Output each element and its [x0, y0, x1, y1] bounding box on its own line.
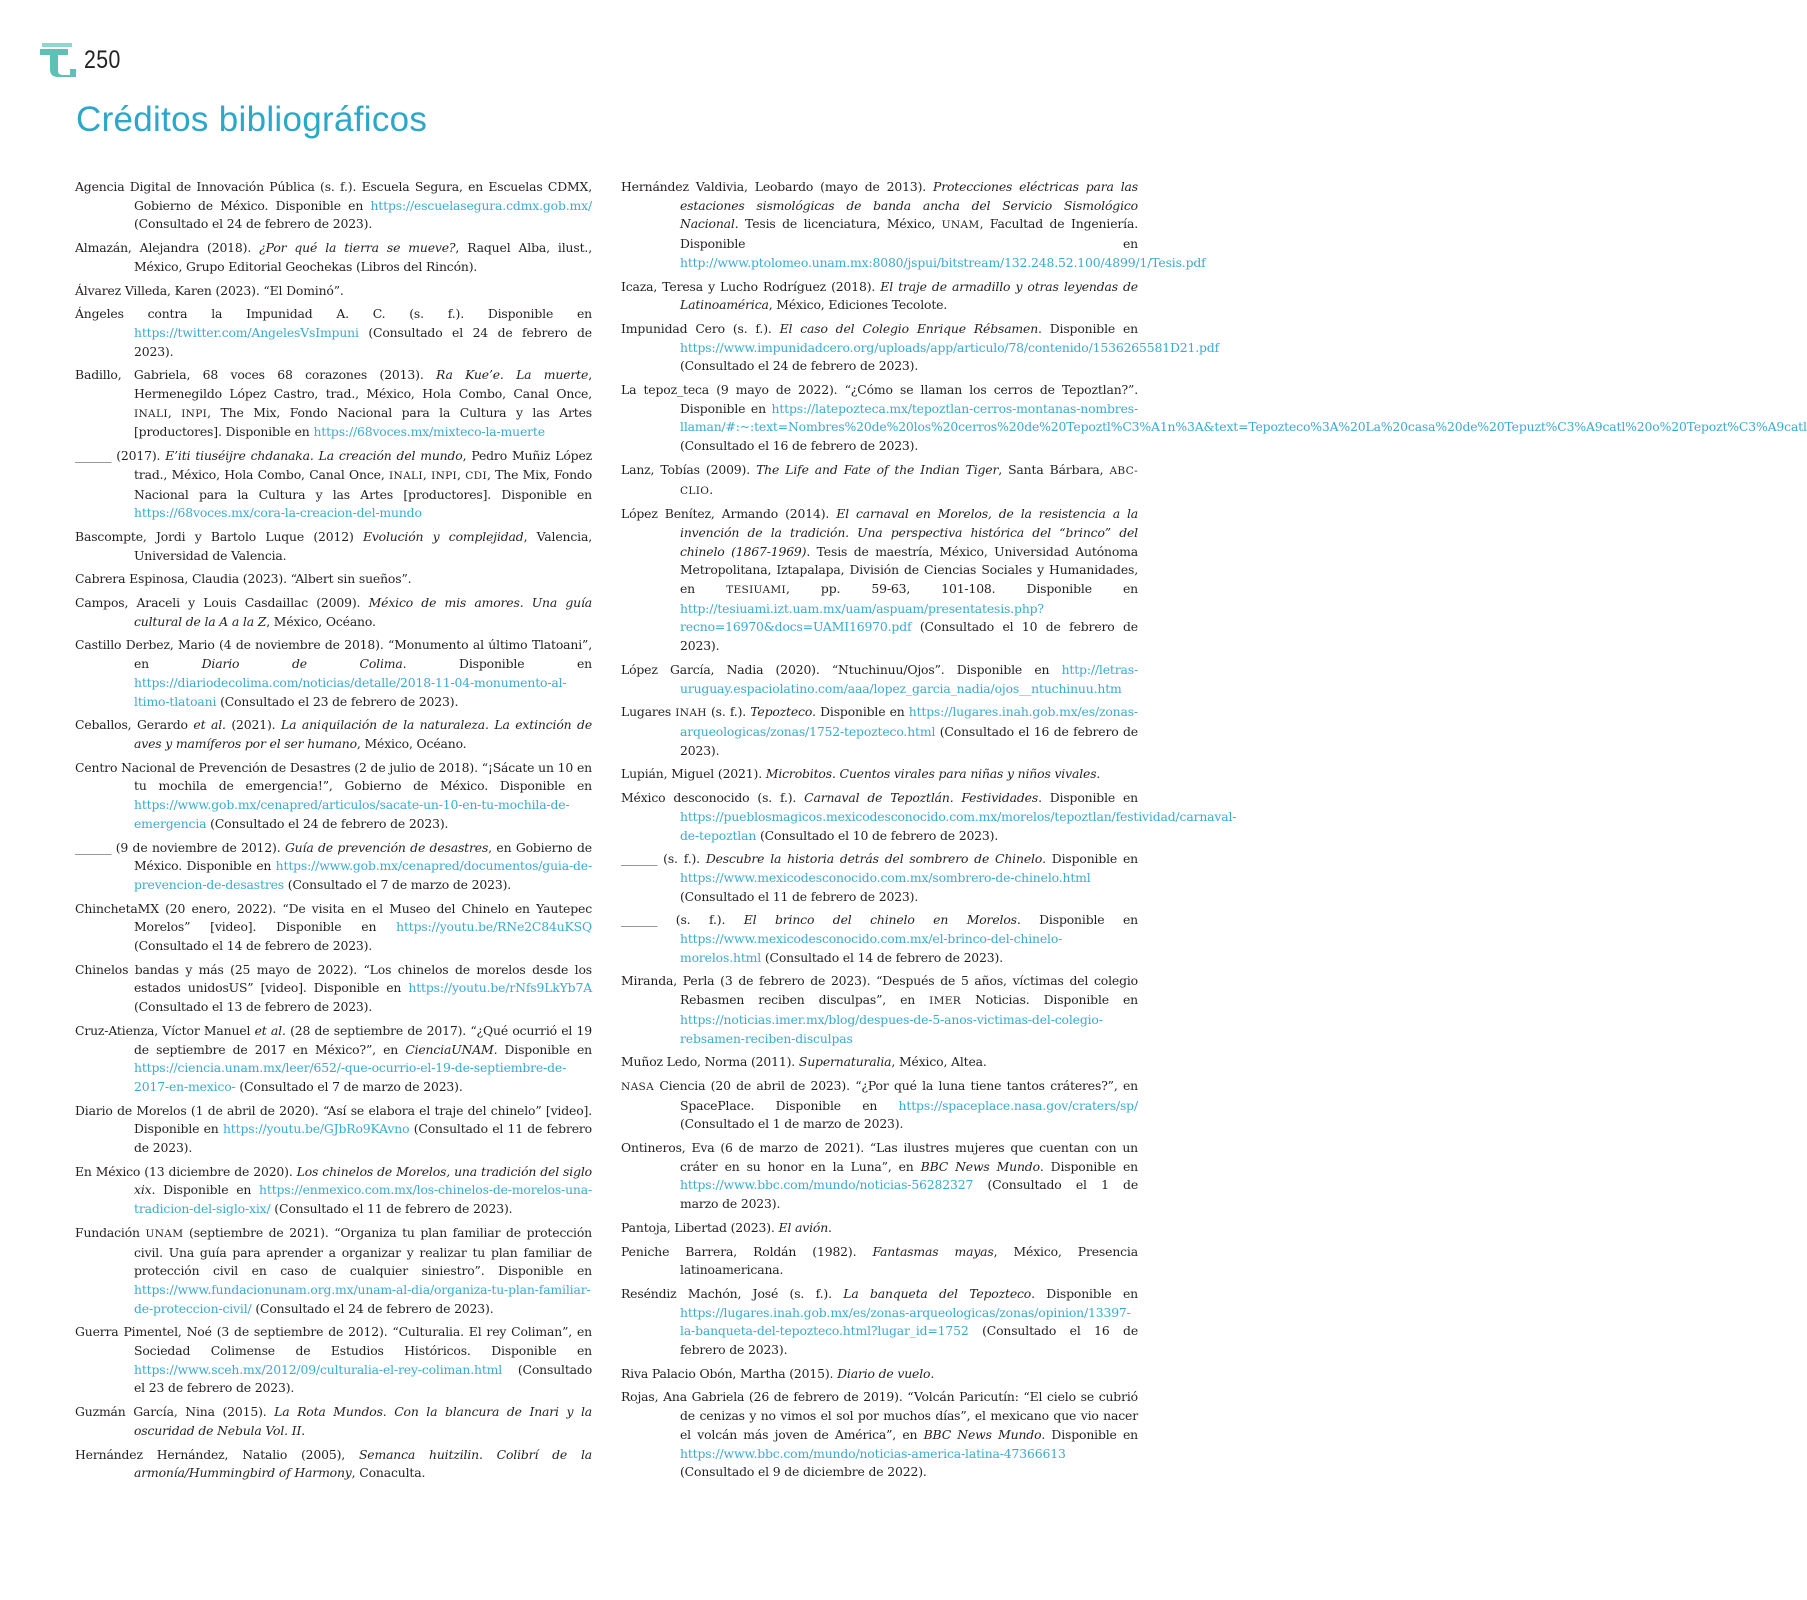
entry-link[interactable]: https://www.mexicodesconocido.com.mx/sombrero-de-chinelo.html	[680, 869, 1091, 885]
entry-text: (Consultado el 7 de marzo de 2023).	[235, 1078, 463, 1094]
entry-text: La tepoz_teca (9 mayo de 2022). “¿Cómo se llaman los cerros de Tepoztlan?”. Disponible en	[621, 382, 1138, 416]
bibliography-entry	[621, 765, 1138, 784]
entry-text: , México, Presencia latinoamericana.	[680, 1243, 1138, 1278]
entry-text: (Consultado el 11 de febrero de 2023).	[270, 1201, 513, 1217]
entry-text: Impunidad Cero (s. f.).	[621, 320, 780, 336]
entry-text: Lupián, Miguel (2021).	[621, 766, 766, 782]
entry-text: Cruz-Atienza, Víctor Manuel	[75, 1022, 255, 1038]
entry-link[interactable]: https://lugares.inah.gob.mx/es/zonas-arqueologicas/zonas/1752-tepozteco.html	[680, 704, 1138, 739]
entry-text: Pantoja, Libertad (2023).	[621, 1219, 779, 1235]
entry-italic-text: The Life and Fate of the Indian Tiger	[756, 461, 999, 477]
entry-link[interactable]: http://letras-uruguay.espaciolatino.com/aaa/lopez_garcia_nadia/ojos__ntuchinuu.htm	[680, 661, 1138, 696]
entry-text: (s. f.).	[706, 704, 751, 720]
bibliography-entry	[75, 528, 592, 565]
entry-text: Chinelos bandas y más (25 mayo de 2022). “Los chinelos de morelos desde los estados unidosUS” [video]. Disponible en	[75, 961, 592, 996]
entry-text: (Consultado el 9 de diciembre de 2022).	[680, 1464, 927, 1480]
entry-text: ______ (s. f.).	[621, 851, 706, 867]
entry-text: Cabrera Espinosa, Claudia (2023). “Albert sin sueños”.	[75, 571, 412, 587]
entry-text: (Consultado el 16 de febrero de 2023).	[680, 438, 919, 454]
entry-link[interactable]: https://diariodecolima.com/noticias/detalle/2018-11-04-monumento-al-ltimo-tlatoani	[134, 674, 567, 709]
entry-text: López Benítez, Armando (2014).	[621, 506, 837, 522]
bibliography-entry	[621, 1285, 1138, 1360]
entry-text: (Consultado el 23 de febrero de 2023).	[134, 1361, 592, 1396]
entry-link[interactable]: https://www.bbc.com/mundo/noticias-56282327	[680, 1177, 974, 1193]
entry-text: . Disponible en	[1038, 320, 1138, 336]
page-title: Créditos bibliográficos	[76, 100, 428, 139]
entry-acronym: INPI	[431, 469, 458, 482]
entry-acronym: ABC-CLIO	[680, 464, 1138, 497]
entry-italic-text: Supernaturalia	[798, 1054, 892, 1070]
bibliography-entry	[621, 1139, 1138, 1214]
entry-italic-text: E’iti tiuséijre chdanaka. La creación del mundo	[165, 448, 463, 464]
entry-text: ,	[422, 466, 432, 482]
entry-text: (septiembre de 2021). “Organiza tu plan familiar de protección civil. Una guía para aprender a organizar y realizar tu plan familiar de protección civil en caso de cualquier siniestro”. Disponible en	[134, 1224, 592, 1279]
entry-link[interactable]: https://youtu.be/GJbRo9KAvno	[222, 1121, 410, 1137]
entry-text: Bascompte, Jordi y Bartolo Luque (2012)	[75, 528, 363, 544]
entry-text: , Pedro Muñiz López trad., México, Hola Combo, Canal Once,	[134, 448, 593, 482]
bibliography-entry	[621, 320, 1220, 376]
entry-link[interactable]: http://www.ptolomeo.unam.mx:8080/jspui/bitstream/132.248.52.100/4899/1/Tesis.pdf	[680, 254, 1206, 270]
bibliography-entry	[621, 505, 1138, 656]
entry-italic-text: Carnaval de Tepoztlán. Festividades	[804, 790, 1039, 806]
entry-text: Diario de Morelos (1 de abril de 2020). “Así se elabora el traje del chinelo” [video]. Disponible en	[75, 1102, 592, 1137]
entry-text: Hernández Valdivia, Leobardo (mayo de 2013).	[621, 179, 934, 194]
entry-text: (Consultado el 13 de febrero de 2023).	[134, 999, 373, 1015]
entry-text: , México, Océano.	[356, 735, 467, 751]
entry-italic-text: Diario de vuelo	[837, 1365, 931, 1381]
entry-italic-text: La Rota Mundos. Con la blancura de Inari y la oscuridad de Nebula Vol. II.	[134, 1404, 592, 1438]
bibliography-entry	[75, 1323, 592, 1398]
entry-text: Guzmán García, Nina (2015).	[75, 1404, 275, 1420]
entry-acronym: UNAM	[145, 1227, 184, 1240]
entry-text: , Facultad de Ingeniería. Disponible en	[680, 216, 1138, 252]
bibliography-entry	[621, 911, 1138, 967]
entry-text: (Consultado el 11 de febrero de 2023).	[134, 1121, 592, 1156]
entry-text: (Consultado el 10 de febrero de 2023).	[680, 619, 1138, 654]
entry-text: (Consultado el 1 de marzo de 2023).	[680, 1116, 904, 1132]
entry-text: Álvarez Villeda, Karen (2023). “El Dominó”.	[75, 282, 344, 298]
entry-italic-text: Ra Kue’e. La muerte	[436, 367, 589, 383]
entry-text: ______ (9 de noviembre de 2012).	[75, 839, 285, 855]
bibliography-entry	[621, 1243, 1138, 1280]
bibliography-column-left	[75, 178, 592, 1488]
bibliography-entry	[75, 716, 592, 753]
entry-text: . Disponible en	[151, 1182, 260, 1198]
entry-italic-text: BBC News Mundo	[923, 1426, 1042, 1442]
entry-link[interactable]: https://youtu.be/rNfs9LkYb7A	[408, 980, 592, 996]
page-header	[38, 40, 127, 80]
bibliography-entry	[75, 447, 592, 523]
bibliography-entry	[75, 961, 592, 1017]
entry-text: México desconocido (s. f.).	[621, 790, 805, 806]
bibliography-entry	[75, 1446, 592, 1483]
entry-link[interactable]: https://noticias.imer.mx/blog/despues-de-5-anos-victimas-del-colegio-rebsamen-reciben-disculpas	[680, 1011, 1103, 1046]
entry-italic-text: El brinco del chinelo en Morelos	[743, 912, 1017, 928]
entry-acronym: NASA	[621, 1080, 655, 1093]
entry-italic-text: Evolución y complejidad	[362, 528, 524, 544]
bibliography-entry	[621, 972, 1138, 1048]
entry-text: López García, Nadia (2020). “Ntuchinuu/Ojos”. Disponible en	[621, 661, 1062, 677]
entry-italic-text: Protecciones eléctricas para las estaciones sismológicas de banda ancha del Servicio Sismológico Nacional	[680, 179, 1138, 232]
entry-text: , Santa Bárbara,	[998, 461, 1110, 477]
entry-text: ______ (s. f.).	[621, 912, 744, 928]
bibliography-entry	[621, 278, 1138, 315]
entry-link[interactable]: https://www.mexicodesconocido.com.mx/el-brinco-del-chinelo-morelos.html	[680, 931, 1063, 965]
bibliography-entry	[75, 594, 592, 631]
entry-acronym: CDI	[465, 469, 487, 482]
entry-text: .	[709, 481, 714, 497]
entry-text: (Consultado el 24 de febrero de 2023).	[680, 358, 919, 374]
entry-text: , en Gobierno de México. Disponible en	[134, 839, 592, 874]
entry-text: Icaza, Teresa y Lucho Rodríguez (2018).	[621, 278, 881, 294]
entry-link[interactable]: https://lugares.inah.gob.mx/es/zonas-arqueologicas/zonas/opinion/13397-la-banqueta-del-tepozteco.html?lugar_id=1752	[680, 1304, 1131, 1339]
entry-link[interactable]: https://www.bbc.com/mundo/noticias-america-latina-47366613	[680, 1445, 1066, 1461]
entry-text: , México, Ediciones Tecolote.	[768, 297, 948, 313]
entry-text: . Disponible en	[1031, 1285, 1139, 1301]
entry-text: Ontineros, Eva (6 de marzo de 2021). “Las ilustres mujeres que cuentan con un cráter en su honor en la Luna”, en	[621, 1140, 1138, 1174]
entry-link[interactable]: https://ciencia.unam.mx/leer/652/-que-ocurrio-el-19-de-septiembre-de-2017-en-mexico-	[134, 1060, 567, 1094]
bibliography-entry	[621, 178, 1206, 273]
entry-text: , México, Océano.	[266, 613, 376, 629]
entry-acronym: IMER	[929, 995, 962, 1008]
bibliography-entry	[621, 381, 1807, 456]
entry-acronym: INALI	[134, 407, 168, 420]
entry-text: , The Mix, Fondo Nacional para la Cultura y las Artes [productores]. Disponible en	[134, 404, 593, 440]
bibliography-entry	[75, 570, 592, 589]
bibliography-entry	[75, 178, 592, 234]
entry-italic-text: Guía de prevención de desastres	[284, 839, 489, 855]
entry-text: , Raquel Alba, ilust., México, Grupo Editorial Geochekas (Libros del Rincón).	[134, 240, 593, 274]
entry-italic-text: CienciaUNAM	[405, 1041, 494, 1057]
entry-link[interactable]: https://www.gob.mx/cenapred/documentos/guia-de-prevencion-de-desastres	[134, 858, 592, 892]
entry-italic-text: México de mis amores. Una guía cultural de la A a la Z	[134, 595, 593, 629]
bibliography-entry	[75, 1163, 592, 1219]
bibliography-entry	[621, 789, 1237, 845]
entry-italic-text: Microbitos. Cuentos virales para niñas y niños vivales.	[765, 766, 1101, 782]
bibliography-entry	[75, 636, 592, 711]
entry-text: ChinchetaMX (20 enero, 2022). “De visita en el Museo del Chinelo en Yautepec Morelos” [video]. Disponible en	[75, 900, 592, 935]
entry-text: ,	[167, 404, 182, 420]
entry-text: . Tesis de maestría, México, Universidad Autónoma Metropolitana, Iztapalapa, División de Ciencias Sociales y Humanidades, en	[680, 543, 1138, 597]
entry-text: Muñoz Ledo, Norma (2011).	[621, 1054, 799, 1070]
entry-text: Badillo, Gabriela, 68 voces 68 corazones (2013).	[75, 367, 436, 383]
book-logo-icon	[38, 43, 78, 77]
bibliography-entry	[621, 1219, 1138, 1238]
entry-italic-text: BBC News Mundo	[920, 1158, 1040, 1174]
entry-italic-text: La aniquilación de la naturaleza. La extinción de aves y mamíferos por el ser humano	[134, 717, 593, 751]
entry-italic-text: ¿Por qué la tierra se mueve?	[259, 240, 456, 256]
entry-text: Lugares	[621, 704, 676, 720]
bibliography-entry	[621, 1077, 1138, 1134]
entry-link[interactable]: https://www.impunidadcero.org/uploads/app/articulo/78/contenido/1536265581D21.pdf	[680, 339, 1220, 355]
entry-text: Guerra Pimentel, Noé (3 de septiembre de 2012). “Culturalia. El rey Coliman”, en Sociedad Colimense de Estudios Históricos. Disponible en	[75, 1324, 592, 1359]
entry-link[interactable]: http://tesiuami.izt.uam.mx/uam/aspuam/presentatesis.php?recno=16970&docs=UAMI16970.pdf	[680, 600, 1044, 635]
entry-text: (Consultado el 1 de marzo de 2023).	[680, 1177, 1138, 1212]
entry-text: (Consultado el 23 de febrero de 2023).	[216, 693, 459, 709]
entry-italic-text: Fantasmas mayas	[872, 1243, 994, 1259]
bibliography-entry	[75, 366, 592, 442]
entry-text: , The Mix, Fondo Nacional para la Cultura y las Artes [productores]. Disponible en	[134, 466, 593, 502]
entry-text: Reséndiz Machón, José (s. f.).	[621, 1285, 844, 1301]
entry-italic-text: Diario de Colima	[201, 656, 403, 672]
entry-text: , Conaculta.	[351, 1465, 426, 1481]
bibliography-entry	[621, 703, 1138, 760]
entry-italic-text: et al.	[193, 717, 226, 733]
entry-text: Almazán, Alejandra (2018).	[75, 240, 260, 256]
entry-acronym: INAH	[675, 707, 707, 720]
bibliography-column-right	[621, 178, 1807, 1487]
entry-text: Ciencia (20 de abril de 2023). “¿Por qué la luna tiene tantos cráteres?”, en SpacePlace. Disponible en	[654, 1077, 1138, 1113]
entry-acronym: TESIUAMI	[726, 584, 787, 597]
entry-italic-text: El avión	[778, 1219, 829, 1235]
entry-text: . Disponible en	[402, 656, 592, 672]
bibliography-entry	[75, 1403, 592, 1440]
entry-italic-text: El caso del Colegio Enrique Rébsamen	[779, 320, 1039, 336]
entry-acronym: INALI	[389, 469, 423, 482]
entry-italic-text: El traje de armadillo y otras leyendas de Latinoamérica	[680, 278, 1138, 313]
entry-link[interactable]: https://enmexico.com.mx/los-chinelos-de-morelos-una-tradicion-del-siglo-xix/	[134, 1182, 592, 1217]
entry-acronym: UNAM	[941, 219, 980, 232]
entry-text: Castillo Derbez, Mario (4 de noviembre de 2018). “Monumento al último Tlatoani”, en	[75, 637, 592, 672]
bibliography-entry	[75, 839, 592, 895]
entry-text: . Disponible en	[812, 704, 909, 720]
entry-text: (Consultado el 24 de febrero de 2023).	[251, 1300, 494, 1316]
bibliography-entry	[75, 1022, 592, 1097]
entry-text: . Disponible en	[1042, 851, 1139, 867]
entry-link[interactable]: https://68voces.mx/cora-la-creacion-del-mundo	[134, 505, 422, 521]
bibliography-entry	[75, 1224, 592, 1319]
entry-text: .	[930, 1365, 935, 1381]
entry-link[interactable]: https://twitter.com/AngelesVsImpuni	[134, 324, 359, 340]
entry-text: Centro Nacional de Prevención de Desastres (2 de julio de 2018). “¡Sácate un 10 en tu mochila de emergencia!”, Gobierno de México. Disponible en	[75, 759, 592, 794]
bibliography-entry	[75, 759, 592, 834]
entry-text: ______ (2017).	[75, 448, 166, 464]
entry-link[interactable]: https://www.gob.mx/cenapred/articulos/sacate-un-10-en-tu-mochila-de-emergencia	[134, 797, 570, 831]
entry-text: Miranda, Perla (3 de febrero de 2023). “Después de 5 años, víctimas del colegio Rebasmen reciben disculpas”, en	[621, 973, 1138, 1008]
entry-acronym: INPI	[181, 407, 208, 420]
entry-text: Noticias. Disponible en	[961, 992, 1138, 1008]
bibliography-entry	[75, 282, 592, 301]
entry-text: . Disponible en	[1038, 790, 1138, 806]
entry-text: . Disponible en	[1016, 912, 1138, 928]
entry-text: , pp. 59-63, 101-108. Disponible en	[786, 581, 1138, 597]
entry-text: . Disponible en	[1039, 1158, 1138, 1174]
entry-text: (28 de septiembre de 2017). “¿Qué ocurrió el 19 de septiembre de 2017 en México?”, en	[134, 1022, 593, 1057]
entry-italic-text: Descubre la historia detrás del sombrero de Chinelo	[705, 851, 1043, 867]
bibliography-entry	[621, 461, 1138, 500]
entry-italic-text: Tepozteco	[750, 704, 813, 720]
entry-text: Ángeles contra la Impunidad A. C. (s. f.). Disponible en	[75, 306, 592, 322]
entry-text: (2021).	[225, 717, 282, 733]
entry-text: (Consultado el 14 de febrero de 2023).	[761, 949, 1003, 965]
entry-text: (Consultado el 16 de febrero de 2023).	[680, 723, 1138, 758]
entry-link[interactable]: https://spaceplace.nasa.gov/craters/sp/	[898, 1097, 1138, 1113]
entry-text: , México, Altea.	[891, 1054, 987, 1070]
entry-italic-text: El carnaval en Morelos, de la resistencia a la invención de la tradición. Una perspectiva histórica del “brinco” del chinelo (1867-1969)	[680, 506, 1139, 559]
bibliography-entry	[75, 305, 592, 361]
bibliography-entry	[621, 850, 1138, 906]
entry-text: (Consultado el 14 de febrero de 2023).	[134, 938, 373, 954]
entry-text: .	[828, 1219, 832, 1235]
entry-text: Agencia Digital de Innovación Pública (s. f.). Escuela Segura, en Escuelas CDMX, Gobierno de México. Disponible en	[75, 179, 592, 213]
entry-text: , Hermenegildo López Castro, trad., México, Hola Combo, Canal Once,	[134, 367, 592, 402]
bibliography-entry	[621, 1388, 1138, 1482]
entry-text: . Disponible en	[493, 1041, 592, 1057]
entry-italic-text: La banqueta del Tepozteco	[843, 1285, 1032, 1301]
entry-text: Fundación	[75, 1224, 146, 1240]
entry-text: . Tesis de licenciatura, México,	[734, 216, 942, 232]
entry-text: . Disponible en	[1041, 1426, 1138, 1442]
entry-text: (Consultado el 7 de marzo de 2023).	[284, 876, 512, 892]
entry-text: (Consultado el 24 de febrero de 2023).	[134, 216, 373, 232]
entry-text: Campos, Araceli y Louis Casdaillac (2009).	[75, 595, 369, 611]
page-number: 250	[84, 45, 121, 74]
entry-text: (Consultado el 10 de febrero de 2023).	[756, 827, 999, 843]
entry-text: (Consultado el 11 de febrero de 2023).	[680, 888, 919, 904]
entry-text: (Consultado el 16 de febrero de 2023).	[680, 1323, 1138, 1358]
bibliography-entry	[75, 1102, 592, 1158]
entry-text: Hernández Hernández, Natalio (2005),	[75, 1446, 359, 1462]
entry-link[interactable]: https://68voces.mx/mixteco-la-muerte	[313, 424, 545, 440]
entry-link[interactable]: https://www.fundacionunam.org.mx/unam-al-dia/organiza-tu-plan-familiar-de-proteccion-civil/	[134, 1281, 591, 1316]
entry-text: Rojas, Ana Gabriela (26 de febrero de 2019). “Volcán Paricutín: “El cielo se cubrió de cenizas y no vimos el sol por muchos días”, el mexicano que vio nacer el volcán más joven de América”, en	[621, 1389, 1138, 1442]
bibliography-entry	[621, 1053, 1138, 1072]
entry-text: , Valencia, Universidad de Valencia.	[134, 528, 592, 563]
bibliography-entry	[75, 239, 592, 276]
entry-link[interactable]: https://escuelasegura.cdmx.gob.mx/	[370, 197, 592, 213]
entry-text: Ceballos, Gerardo	[75, 717, 194, 733]
entry-text: ,	[457, 466, 466, 482]
entry-link[interactable]: https://www.sceh.mx/2012/09/culturalia-el-rey-coliman.html	[134, 1361, 503, 1377]
entry-text: En México (13 diciembre de 2020).	[75, 1163, 297, 1179]
entry-text: Riva Palacio Obón, Martha (2015).	[621, 1365, 838, 1381]
entry-italic-text: Los chinelos de Morelos, una tradición del siglo xix	[134, 1163, 592, 1198]
entry-link[interactable]: https://pueblosmagicos.mexicodesconocido.com.mx/morelos/tepoztlan/festividad/carnaval-de-tepoztlan	[680, 808, 1237, 843]
bibliography-entry	[75, 900, 592, 956]
entry-text: Peniche Barrera, Roldán (1982).	[621, 1243, 873, 1259]
bibliography-entry	[621, 661, 1138, 698]
entry-link[interactable]: https://latepozteca.mx/tepoztlan-cerros-montanas-nombres-llaman/#:~:text=Nombres%20de%20los%20cerros%20de%20Tepoztl%C3%A1n%3A&text=Tepozteco%3A%20La%20casa%20de%20Tepuzt%C3%A9catl%20o%20Tepozt%C3%A9catl	[680, 400, 1807, 435]
bibliography-entry	[621, 1365, 1138, 1384]
entry-text: (Consultado el 24 de febrero de 2023).	[134, 324, 592, 359]
entry-italic-text: Semanca huitzilin. Colibrí de la armonía/Hummingbird of Harmony	[134, 1446, 592, 1481]
entry-link[interactable]: https://youtu.be/RNe2C84uKSQ	[396, 919, 592, 935]
entry-text: (Consultado el 24 de febrero de 2023).	[206, 815, 449, 831]
entry-text: Lanz, Tobías (2009).	[621, 461, 757, 477]
entry-italic-text: et al.	[254, 1022, 286, 1038]
